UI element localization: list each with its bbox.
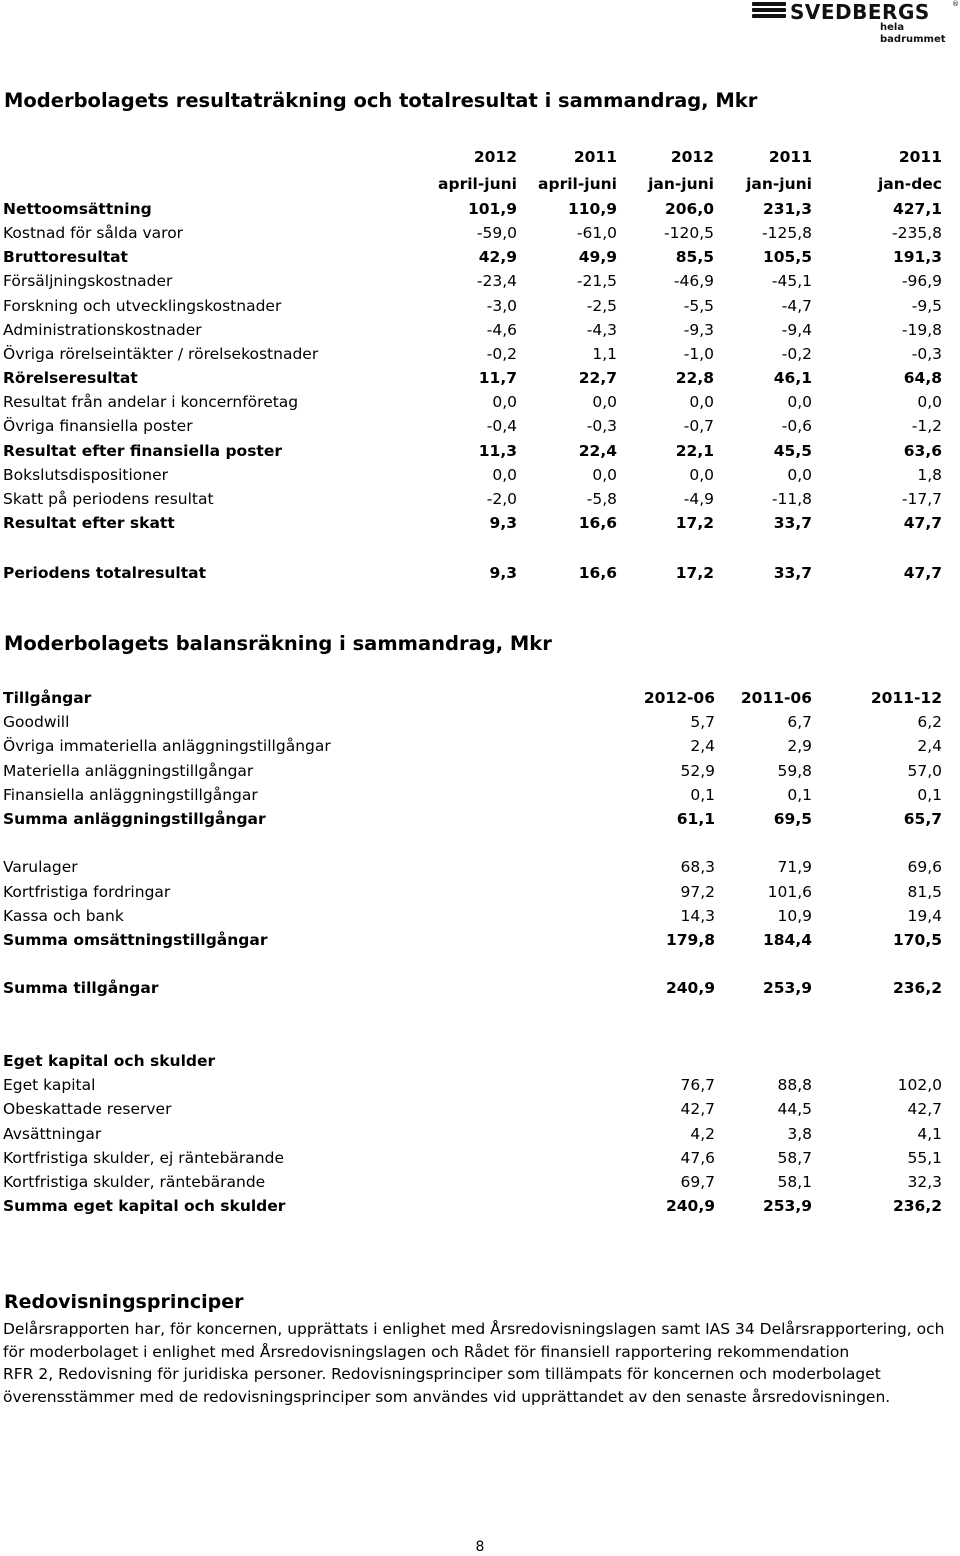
cell: -11,8 bbox=[771, 489, 812, 508]
cell: 32,3 bbox=[907, 1173, 942, 1192]
row-label: Bruttoresultat bbox=[3, 248, 128, 267]
cell: 33,7 bbox=[773, 564, 812, 582]
logo-mark-icon bbox=[752, 2, 786, 22]
cell: -0,4 bbox=[486, 417, 517, 436]
cell: 52,9 bbox=[680, 761, 715, 780]
cell: 0,0 bbox=[689, 393, 714, 412]
table-row bbox=[0, 904, 960, 928]
row-label: Finansiella anläggningstillgångar bbox=[3, 785, 258, 804]
income-total-row bbox=[0, 561, 960, 585]
cell: 42,7 bbox=[907, 1100, 942, 1119]
cell: -46,9 bbox=[673, 272, 714, 291]
cell: 11,3 bbox=[478, 441, 517, 460]
assets-header bbox=[0, 686, 960, 710]
cell: 63,6 bbox=[903, 441, 942, 460]
cell: 6,7 bbox=[787, 713, 812, 731]
cell: 71,9 bbox=[777, 858, 812, 876]
row-label: Kostnad för sålda varor bbox=[3, 224, 184, 243]
table-row bbox=[0, 342, 960, 366]
cell: -4,6 bbox=[486, 320, 517, 339]
cell: 11,7 bbox=[478, 369, 517, 388]
cell: 22,8 bbox=[675, 369, 714, 388]
row-label: Försäljningskostnader bbox=[3, 272, 173, 291]
cell: 58,7 bbox=[777, 1148, 812, 1167]
cell: -2,5 bbox=[586, 296, 617, 315]
period-col-1: april-juni bbox=[438, 175, 517, 193]
cell: 57,0 bbox=[907, 761, 942, 780]
table-row bbox=[0, 197, 960, 221]
principles-text bbox=[3, 1318, 953, 1408]
cell: 253,9 bbox=[762, 979, 812, 997]
cell: 69,6 bbox=[907, 858, 942, 876]
principles-line: överensstämmer med de redovisningsprinciper som användes vid upprättandet av den senaste årsredovisningen. bbox=[3, 1387, 891, 1406]
row-label: Administrationskostnader bbox=[3, 320, 202, 339]
cell: -5,8 bbox=[586, 489, 617, 508]
cell: 2,9 bbox=[787, 737, 812, 756]
equity-heading: Eget kapital och skulder bbox=[3, 1052, 216, 1070]
cell: 0,0 bbox=[492, 393, 517, 412]
cell: 17,2 bbox=[675, 513, 714, 532]
cell: 47,7 bbox=[903, 564, 942, 582]
cell: 231,3 bbox=[762, 200, 812, 218]
row-label: Resultat efter finansiella poster bbox=[3, 441, 282, 460]
row-label: Varulager bbox=[3, 858, 78, 876]
income-title: Moderbolagets resultaträkning och totalresultat i sammandrag, Mkr bbox=[4, 89, 758, 112]
cell: 0,0 bbox=[492, 465, 517, 484]
cell: 0,0 bbox=[592, 393, 617, 412]
cell: 33,7 bbox=[773, 513, 812, 532]
table-row bbox=[0, 807, 960, 831]
row-label: Summa anläggningstillgångar bbox=[3, 810, 266, 828]
date-col-2: 2011-06 bbox=[740, 689, 812, 707]
cell: -23,4 bbox=[476, 272, 517, 291]
cell: -59,0 bbox=[476, 224, 517, 243]
cell: 240,9 bbox=[665, 979, 715, 997]
cell: 88,8 bbox=[777, 1076, 812, 1094]
cell: 179,8 bbox=[665, 931, 715, 949]
cell: -0,2 bbox=[486, 344, 517, 363]
table-row bbox=[0, 487, 960, 511]
cell: 427,1 bbox=[892, 200, 942, 218]
cell: 4,1 bbox=[917, 1124, 942, 1143]
cell: -235,8 bbox=[892, 224, 942, 243]
cell: 101,6 bbox=[767, 882, 812, 901]
equity-header bbox=[0, 1049, 960, 1073]
cell: 14,3 bbox=[680, 907, 715, 925]
row-label: Summa tillgångar bbox=[3, 979, 159, 997]
cell: 55,1 bbox=[907, 1148, 942, 1167]
cell: 46,1 bbox=[773, 369, 812, 388]
cell: 19,4 bbox=[907, 907, 942, 925]
row-label: Övriga finansiella poster bbox=[3, 417, 193, 436]
cell: -5,5 bbox=[683, 296, 714, 315]
table-row bbox=[0, 759, 960, 783]
table-row bbox=[0, 1073, 960, 1097]
principles-line: för moderbolaget i enlighet med Årsredovisningslagen och Rådet för finansiell rapportering rekommendation bbox=[3, 1342, 850, 1361]
cell: 58,1 bbox=[777, 1173, 812, 1192]
cell: 101,9 bbox=[467, 200, 517, 218]
cell: 0,1 bbox=[690, 785, 715, 804]
cell: 10,9 bbox=[777, 907, 812, 925]
brand-name: SVEDBERGS bbox=[790, 0, 930, 24]
cell: 22,1 bbox=[675, 441, 714, 460]
year-col-1: 2012 bbox=[473, 148, 517, 166]
cell: 6,2 bbox=[917, 713, 942, 731]
cell: -9,5 bbox=[911, 296, 942, 315]
table-row bbox=[0, 414, 960, 438]
table-row bbox=[0, 783, 960, 807]
registered-mark: ® bbox=[952, 0, 959, 8]
row-label: Skatt på periodens resultat bbox=[3, 489, 214, 508]
row-label: Goodwill bbox=[3, 713, 70, 731]
cell: 0,1 bbox=[917, 785, 942, 804]
cell: 0,0 bbox=[787, 393, 812, 412]
cell: 85,5 bbox=[675, 248, 714, 267]
cell: -0,6 bbox=[781, 417, 812, 436]
cell: 0,0 bbox=[917, 393, 942, 412]
row-label: Summa eget kapital och skulder bbox=[3, 1197, 286, 1215]
table-row bbox=[0, 1170, 960, 1194]
table-row bbox=[0, 221, 960, 245]
table-row bbox=[0, 928, 960, 952]
cell: -125,8 bbox=[762, 224, 812, 243]
cell: -4,7 bbox=[781, 296, 812, 315]
cell: -9,3 bbox=[683, 320, 714, 339]
table-row bbox=[0, 245, 960, 269]
cell: 206,0 bbox=[664, 200, 714, 218]
period-col-4: jan-juni bbox=[746, 175, 812, 193]
cell: 69,5 bbox=[773, 810, 812, 828]
income-years-header bbox=[0, 145, 960, 169]
cell: 253,9 bbox=[762, 1197, 812, 1215]
cell: 9,3 bbox=[489, 564, 517, 582]
table-row bbox=[0, 318, 960, 342]
cell: 102,0 bbox=[897, 1076, 942, 1094]
table-row bbox=[0, 710, 960, 734]
row-label: Kortfristiga skulder, räntebärande bbox=[3, 1173, 266, 1192]
cell: 49,9 bbox=[578, 248, 617, 267]
table-row bbox=[0, 463, 960, 487]
principles-line: Delårsrapporten har, för koncernen, upprättats i enlighet med Årsredovisningslagen samt IAS 34 Delårsrapportering, och bbox=[3, 1320, 945, 1338]
principles-line: RFR 2, Redovisning för juridiska personer. Redovisningsprinciper som tillämpats för koncernen och moderbolaget bbox=[3, 1365, 881, 1383]
cell: 16,6 bbox=[578, 513, 617, 532]
table-row bbox=[0, 366, 960, 390]
row-label: Övriga immateriella anläggningstillgångar bbox=[3, 737, 331, 756]
cell: 1,1 bbox=[592, 344, 617, 363]
cell: 184,4 bbox=[762, 931, 812, 949]
cell: 0,1 bbox=[787, 785, 812, 804]
row-label: Kortfristiga fordringar bbox=[3, 882, 171, 901]
date-col-1: 2012-06 bbox=[643, 689, 715, 707]
cell: -1,0 bbox=[683, 344, 714, 363]
row-label: Materiella anläggningstillgångar bbox=[3, 761, 254, 780]
table-row bbox=[0, 1122, 960, 1146]
table-row bbox=[0, 511, 960, 535]
period-col-2: april-juni bbox=[538, 175, 617, 193]
cell: 0,0 bbox=[592, 465, 617, 484]
table-row bbox=[0, 855, 960, 879]
cell: -0,3 bbox=[911, 344, 942, 363]
assets-heading: Tillgångar bbox=[3, 689, 92, 707]
cell: 42,9 bbox=[478, 248, 517, 267]
cell: 22,4 bbox=[578, 441, 617, 460]
table-row bbox=[0, 1194, 960, 1218]
cell: -21,5 bbox=[576, 272, 617, 291]
cell: 97,2 bbox=[680, 882, 715, 901]
table-row bbox=[0, 269, 960, 293]
cell: 47,6 bbox=[680, 1148, 715, 1167]
principles-title: Redovisningsprinciper bbox=[4, 1291, 244, 1313]
cell: 64,8 bbox=[903, 369, 942, 388]
cell: -45,1 bbox=[771, 272, 812, 291]
cell: -0,3 bbox=[586, 417, 617, 436]
table-row bbox=[0, 1097, 960, 1121]
table-row bbox=[0, 1146, 960, 1170]
row-label: Periodens totalresultat bbox=[3, 564, 206, 582]
cell: 81,5 bbox=[907, 882, 942, 901]
cell: 170,5 bbox=[892, 931, 942, 949]
row-label: Rörelseresultat bbox=[3, 369, 138, 388]
year-col-4: 2011 bbox=[768, 148, 812, 166]
cell: 5,7 bbox=[690, 713, 715, 731]
table-row bbox=[0, 439, 960, 463]
row-label: Kortfristiga skulder, ej räntebärande bbox=[3, 1148, 284, 1167]
cell: 110,9 bbox=[567, 200, 617, 218]
row-label: Summa omsättningstillgångar bbox=[3, 931, 268, 949]
cell: 236,2 bbox=[892, 1197, 942, 1215]
year-col-5: 2011 bbox=[898, 148, 942, 166]
cell: 1,8 bbox=[917, 465, 942, 484]
balance-title: Moderbolagets balansräkning i sammandrag, Mkr bbox=[4, 632, 552, 655]
row-label: Bokslutsdispositioner bbox=[3, 465, 168, 484]
cell: 61,1 bbox=[676, 810, 715, 828]
income-periods-header bbox=[0, 172, 960, 196]
cell: -19,8 bbox=[901, 320, 942, 339]
year-col-2: 2011 bbox=[573, 148, 617, 166]
cell: 236,2 bbox=[892, 979, 942, 997]
cell: -61,0 bbox=[576, 224, 617, 243]
cell: 42,7 bbox=[680, 1100, 715, 1119]
page-number: 8 bbox=[475, 1539, 485, 1555]
row-label: Resultat från andelar i koncernföretag bbox=[3, 393, 299, 412]
cell: 191,3 bbox=[892, 248, 942, 267]
table-row bbox=[0, 294, 960, 318]
cell: 68,3 bbox=[680, 858, 715, 876]
cell: -4,3 bbox=[586, 320, 617, 339]
period-col-3: jan-juni bbox=[648, 175, 714, 193]
period-col-5: jan-dec bbox=[877, 175, 942, 193]
cell: -96,9 bbox=[901, 272, 942, 291]
cell: 16,6 bbox=[578, 564, 617, 582]
row-label: Resultat efter skatt bbox=[3, 513, 175, 532]
brand-logo bbox=[752, 0, 959, 45]
cell: 2,4 bbox=[917, 737, 942, 756]
cell: -17,7 bbox=[901, 489, 942, 508]
row-label: Obeskattade reserver bbox=[3, 1100, 172, 1119]
cell: -3,0 bbox=[486, 296, 517, 315]
cell: 3,8 bbox=[787, 1124, 812, 1143]
cell: -0,7 bbox=[683, 417, 714, 436]
table-row bbox=[0, 734, 960, 758]
cell: 76,7 bbox=[680, 1076, 715, 1094]
year-col-3: 2012 bbox=[670, 148, 714, 166]
row-label: Avsättningar bbox=[3, 1124, 102, 1143]
cell: 17,2 bbox=[675, 564, 714, 582]
brand-tagline: hela badrummet bbox=[880, 22, 946, 45]
cell: -2,0 bbox=[486, 489, 517, 508]
row-label: Nettoomsättning bbox=[3, 200, 152, 218]
cell: -9,4 bbox=[781, 320, 812, 339]
cell: -0,2 bbox=[781, 344, 812, 363]
date-col-3: 2011-12 bbox=[870, 689, 942, 707]
table-row bbox=[0, 976, 960, 1000]
cell: 0,0 bbox=[689, 465, 714, 484]
row-label: Forskning och utvecklingskostnader bbox=[3, 296, 282, 315]
table-row bbox=[0, 880, 960, 904]
cell: 47,7 bbox=[903, 513, 942, 532]
cell: 9,3 bbox=[489, 513, 517, 532]
cell: 4,2 bbox=[690, 1124, 715, 1143]
cell: 105,5 bbox=[762, 248, 812, 267]
cell: 0,0 bbox=[787, 465, 812, 484]
cell: 69,7 bbox=[680, 1173, 715, 1192]
cell: 240,9 bbox=[665, 1197, 715, 1215]
cell: 44,5 bbox=[777, 1100, 812, 1119]
row-label: Eget kapital bbox=[3, 1076, 96, 1094]
row-label: Övriga rörelseintäkter / rörelsekostnader bbox=[3, 344, 319, 363]
cell: -120,5 bbox=[664, 224, 714, 243]
cell: 2,4 bbox=[690, 737, 715, 756]
cell: -1,2 bbox=[911, 417, 942, 436]
cell: -4,9 bbox=[683, 489, 714, 508]
row-label: Kassa och bank bbox=[3, 907, 124, 925]
cell: 45,5 bbox=[773, 441, 812, 460]
cell: 65,7 bbox=[903, 810, 942, 828]
cell: 22,7 bbox=[578, 369, 617, 388]
cell: 59,8 bbox=[777, 761, 812, 780]
table-row bbox=[0, 390, 960, 414]
